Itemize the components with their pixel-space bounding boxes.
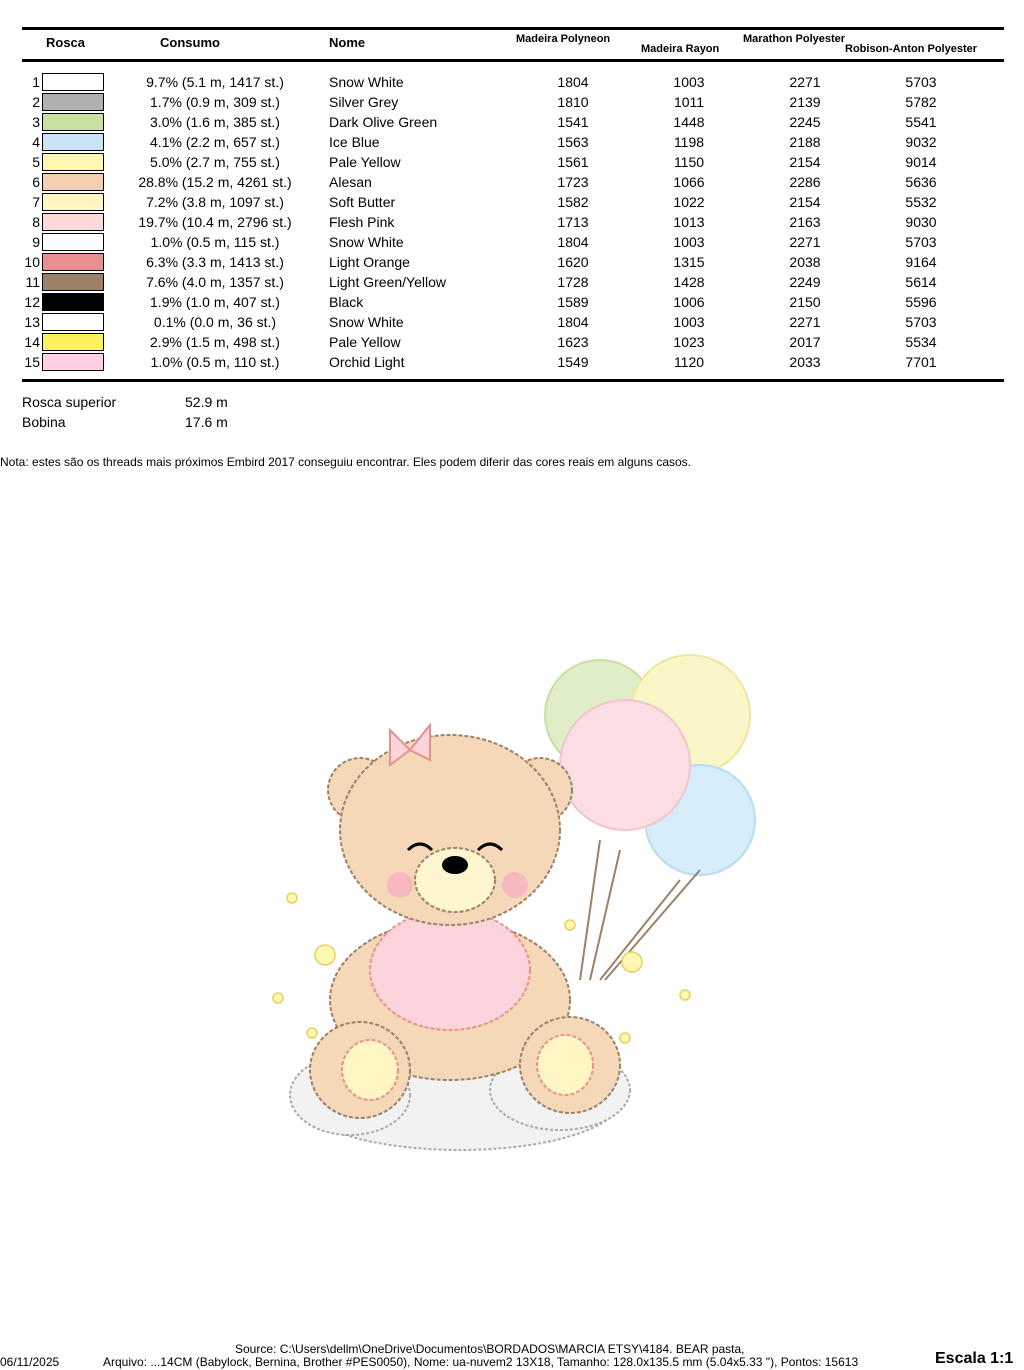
thread-number: 5	[32, 154, 40, 170]
robison-anton-code: 9032	[905, 134, 937, 150]
madeira-polyneon-code: 1804	[557, 74, 589, 90]
color-swatch	[42, 173, 104, 191]
madeira-polyneon-code: 1713	[557, 214, 589, 230]
robison-anton-code: 5614	[905, 274, 937, 290]
consumption: 28.8% (15.2 m, 4261 st.)	[138, 174, 292, 190]
marathon-code: 2271	[789, 234, 821, 250]
color-swatch	[42, 73, 104, 91]
thread-number: 12	[24, 294, 40, 310]
madeira-rayon-code: 1013	[673, 214, 705, 230]
color-swatch	[42, 293, 104, 311]
robison-anton-code: 5596	[905, 294, 937, 310]
thread-name: Black	[329, 294, 364, 310]
robison-anton-code: 9014	[905, 154, 937, 170]
madeira-polyneon-code: 1561	[557, 154, 589, 170]
robison-anton-code: 5636	[905, 174, 937, 190]
marathon-code: 2249	[789, 274, 821, 290]
header-bottom-rule	[22, 59, 1004, 62]
madeira-polyneon-code: 1589	[557, 294, 589, 310]
madeira-rayon-code: 1003	[673, 314, 705, 330]
header-top-rule	[22, 27, 1004, 30]
consumption: 1.9% (1.0 m, 407 st.)	[150, 294, 280, 310]
marathon-code: 2017	[789, 334, 821, 350]
madeira-polyneon-code: 1728	[557, 274, 589, 290]
table-row	[0, 212, 1024, 232]
color-swatch	[42, 133, 104, 151]
madeira-polyneon-code: 1623	[557, 334, 589, 350]
madeira-polyneon-code: 1723	[557, 174, 589, 190]
footer-scale: Escala 1:1	[935, 1350, 1014, 1367]
robison-anton-code: 5703	[905, 314, 937, 330]
note-text: Nota: estes são os threads mais próximos Embird 2017 conseguiu encontrar. Eles podem diferir das cores reais em alguns casos.	[0, 455, 692, 469]
marathon-code: 2271	[789, 314, 821, 330]
color-swatch	[42, 333, 104, 351]
footer-arquivo: Arquivo: ...14CM (Babylock, Bernina, Brother #PES0050), Nome: ua-nuvem2 13X18, Tamanho: 128.0x135.5 mm (5.04x5.33 "), Pontos: 15613	[103, 1355, 859, 1369]
robison-anton-code: 9030	[905, 214, 937, 230]
madeira-rayon-code: 1120	[673, 354, 705, 370]
consumption: 7.6% (4.0 m, 1357 st.)	[146, 274, 284, 290]
color-swatch	[42, 113, 104, 131]
thread-number: 1	[32, 74, 40, 90]
table-row	[0, 72, 1024, 92]
table-row	[0, 332, 1024, 352]
color-swatch	[42, 273, 104, 291]
consumption: 1.7% (0.9 m, 309 st.)	[150, 94, 280, 110]
madeira-polyneon-code: 1620	[557, 254, 589, 270]
thread-name: Alesan	[329, 174, 372, 190]
thread-number: 11	[25, 274, 40, 290]
bobina-value: 17.6 m	[185, 414, 228, 430]
marathon-code: 2154	[789, 154, 821, 170]
madeira-rayon-code: 1023	[673, 334, 705, 350]
header-robison: Robison-Anton Polyester	[845, 43, 978, 55]
marathon-code: 2245	[789, 114, 821, 130]
consumption: 9.7% (5.1 m, 1417 st.)	[146, 74, 284, 90]
thread-name: Light Orange	[329, 254, 410, 270]
madeira-polyneon-code: 1810	[557, 94, 589, 110]
madeira-rayon-code: 1006	[673, 294, 705, 310]
thread-name: Orchid Light	[329, 354, 405, 370]
robison-anton-code: 5703	[905, 74, 937, 90]
table-row	[0, 352, 1024, 372]
madeira-rayon-code: 1011	[673, 94, 705, 110]
color-swatch	[42, 353, 104, 371]
table-row	[0, 192, 1024, 212]
consumption: 2.9% (1.5 m, 498 st.)	[150, 334, 280, 350]
madeira-rayon-code: 1428	[673, 274, 705, 290]
header-madeira-rayon: Madeira Rayon	[641, 43, 720, 55]
consumption: 1.0% (0.5 m, 115 st.)	[150, 234, 280, 250]
robison-anton-code: 7701	[905, 354, 937, 370]
marathon-code: 2139	[789, 94, 821, 110]
robison-anton-code: 5782	[905, 94, 937, 110]
table-row	[0, 152, 1024, 172]
embroidery-preview	[260, 640, 780, 1180]
madeira-polyneon-code: 1549	[557, 354, 589, 370]
table-row	[0, 292, 1024, 312]
table-bottom-rule	[22, 379, 1004, 382]
consumption: 3.0% (1.6 m, 385 st.)	[150, 114, 280, 130]
rosca-superior-value: 52.9 m	[185, 394, 228, 410]
marathon-code: 2038	[789, 254, 821, 270]
madeira-rayon-code: 1003	[673, 234, 705, 250]
thread-number: 2	[32, 94, 40, 110]
marathon-code: 2271	[789, 74, 821, 90]
rosca-superior-label: Rosca superior	[22, 394, 117, 410]
color-swatch	[42, 253, 104, 271]
robison-anton-code: 5532	[905, 194, 937, 210]
thread-name: Silver Grey	[329, 94, 399, 110]
thread-number: 10	[24, 254, 40, 270]
madeira-rayon-code: 1003	[673, 74, 705, 90]
footer-date: 06/11/2025	[0, 1355, 60, 1369]
color-swatch	[42, 153, 104, 171]
madeira-rayon-code: 1198	[673, 134, 705, 150]
thread-name: Snow White	[329, 74, 404, 90]
table-row	[0, 232, 1024, 252]
table-row	[0, 312, 1024, 332]
robison-anton-code: 9164	[905, 254, 937, 270]
balloons	[545, 655, 755, 980]
table-row	[0, 112, 1024, 132]
header-consumo: Consumo	[160, 35, 220, 50]
consumption: 5.0% (2.7 m, 755 st.)	[150, 154, 280, 170]
consumption: 19.7% (10.4 m, 2796 st.)	[138, 214, 292, 230]
thread-number: 15	[24, 354, 40, 370]
thread-number: 13	[24, 314, 40, 330]
thread-name: Flesh Pink	[329, 214, 395, 230]
consumption: 6.3% (3.3 m, 1413 st.)	[146, 254, 284, 270]
thread-name: Soft Butter	[329, 194, 396, 210]
madeira-rayon-code: 1066	[673, 174, 705, 190]
marathon-code: 2163	[789, 214, 821, 230]
table-row	[0, 252, 1024, 272]
table-row	[0, 272, 1024, 292]
consumption: 4.1% (2.2 m, 657 st.)	[150, 134, 280, 150]
thread-number: 6	[32, 174, 40, 190]
madeira-rayon-code: 1022	[673, 194, 705, 210]
consumption: 1.0% (0.5 m, 110 st.)	[150, 354, 280, 370]
thread-name: Pale Yellow	[329, 154, 401, 170]
consumption: 0.1% (0.0 m, 36 st.)	[153, 314, 277, 330]
madeira-polyneon-code: 1563	[557, 134, 589, 150]
madeira-polyneon-code: 1541	[557, 114, 589, 130]
madeira-polyneon-code: 1804	[557, 234, 589, 250]
thread-name: Snow White	[329, 314, 404, 330]
marathon-code: 2154	[789, 194, 821, 210]
color-swatch	[42, 193, 104, 211]
table-row	[0, 132, 1024, 152]
madeira-rayon-code: 1315	[673, 254, 705, 270]
madeira-polyneon-code: 1804	[557, 314, 589, 330]
table-row	[0, 92, 1024, 112]
header-madeira-polyneon: Madeira Polyneon	[516, 33, 611, 45]
header-marathon: Marathon Polyester	[743, 33, 846, 45]
header-nome: Nome	[329, 35, 366, 50]
color-swatch	[42, 93, 104, 111]
header-rosca: Rosca	[46, 35, 86, 50]
thread-name: Dark Olive Green	[329, 114, 438, 130]
color-swatch	[42, 313, 104, 331]
color-swatch	[42, 213, 104, 231]
robison-anton-code: 5534	[905, 334, 937, 350]
marathon-code: 2286	[789, 174, 821, 190]
color-swatch	[42, 233, 104, 251]
thread-number: 4	[32, 134, 40, 150]
table-row	[0, 172, 1024, 192]
bobina-label: Bobina	[22, 414, 66, 430]
thread-number: 3	[32, 114, 40, 130]
consumption: 7.2% (3.8 m, 1097 st.)	[146, 194, 284, 210]
thread-name: Ice Blue	[329, 134, 380, 150]
footer-source: Source: C:\Users\dellm\OneDrive\Documentos\BORDADOS\MARCIA ETSY\4184. BEAR pasta,	[235, 1342, 745, 1356]
marathon-code: 2150	[789, 294, 821, 310]
thread-number: 7	[32, 194, 40, 210]
robison-anton-code: 5703	[905, 234, 937, 250]
thread-number: 8	[32, 214, 40, 230]
thread-name: Snow White	[329, 234, 404, 250]
thread-name: Light Green/Yellow	[329, 274, 447, 290]
marathon-code: 2188	[789, 134, 821, 150]
thread-number: 14	[24, 334, 40, 350]
madeira-rayon-code: 1448	[673, 114, 705, 130]
madeira-rayon-code: 1150	[673, 154, 705, 170]
thread-name: Pale Yellow	[329, 334, 401, 350]
robison-anton-code: 5541	[905, 114, 937, 130]
thread-number: 9	[32, 234, 40, 250]
marathon-code: 2033	[789, 354, 821, 370]
madeira-polyneon-code: 1582	[557, 194, 589, 210]
